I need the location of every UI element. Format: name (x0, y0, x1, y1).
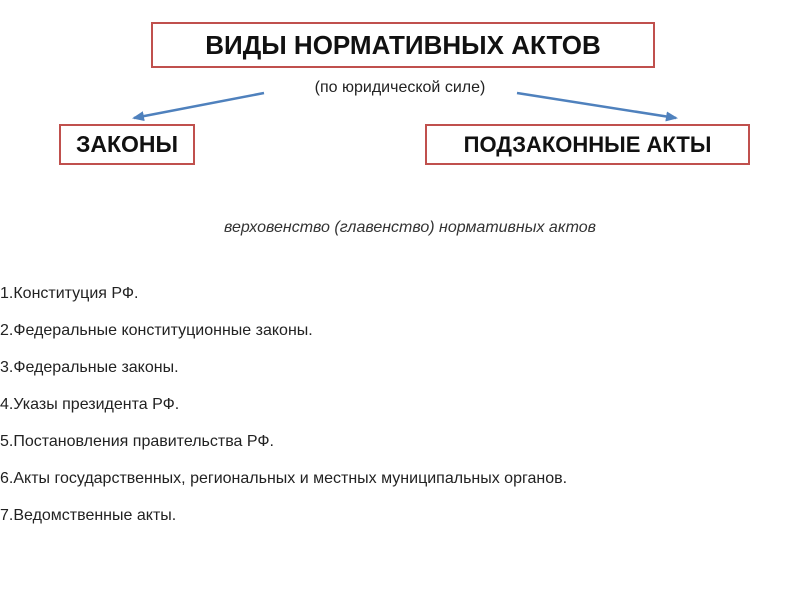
supremacy-note: верховенство (главенство) нормативных актов (224, 219, 596, 236)
title-text: ВИДЫ НОРМАТИВНЫХ АКТОВ (205, 29, 601, 60)
list-item: 1.Конституция РФ. (0, 285, 139, 302)
list-item: 5.Постановления правительства РФ. (0, 433, 274, 450)
arrow-to-bylaws (517, 93, 676, 118)
list-item: 7.Ведомственные акты. (0, 507, 177, 524)
subtitle-by-legal-force: (по юридической силе) (314, 79, 486, 96)
laws-label: ЗАКОНЫ (75, 131, 179, 157)
bylaws-label: ПОДЗАКОННЫЕ АКТЫ (463, 131, 712, 157)
arrow-to-laws (134, 93, 264, 118)
acts-hierarchy-list (0, 284, 567, 543)
list-item: 4.Указы президента РФ. (0, 396, 180, 413)
bylaws-box (425, 124, 750, 165)
list-item: 3.Федеральные законы. (0, 359, 179, 376)
list-item: 2.Федеральные конституционные законы. (0, 322, 313, 339)
title-box (151, 22, 655, 68)
laws-box (59, 124, 195, 165)
list-item: 6.Акты государственных, региональных и местных муниципальных органов. (0, 470, 568, 487)
